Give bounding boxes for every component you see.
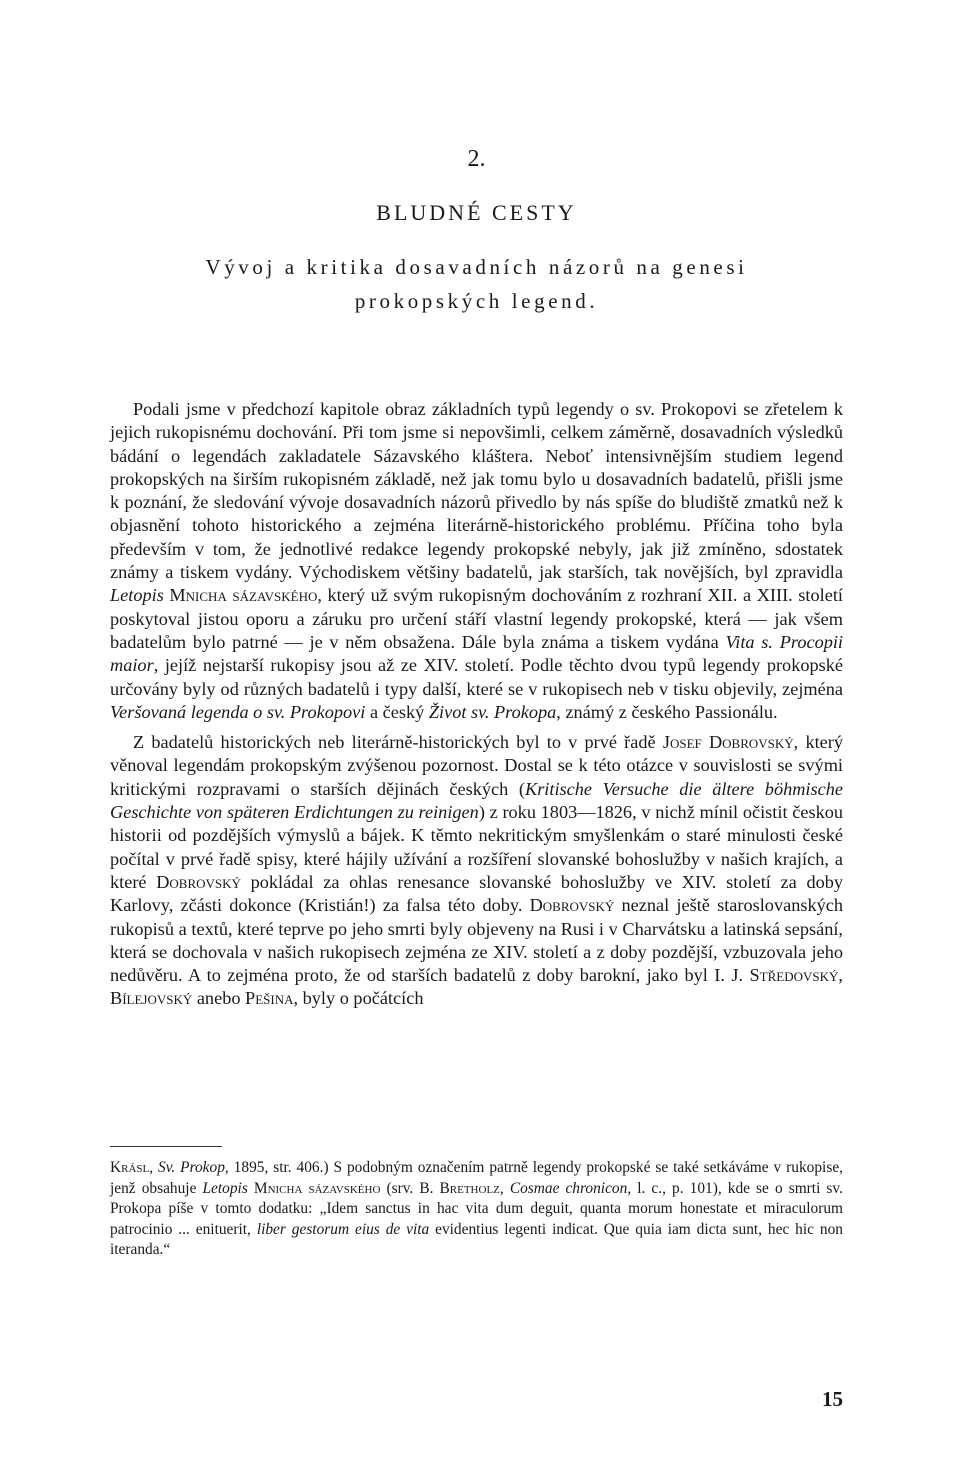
- italic-title: Cosmae chronicon: [509, 1179, 628, 1197]
- author-name: Krásl: [110, 1159, 150, 1176]
- text-run: , 1895, str. 406.) S podobným označením patrně legendy prokopské se také setkáváme v rukopise, jenž obsahuje: [110, 1159, 843, 1197]
- italic-title: Letopis: [110, 585, 164, 606]
- author-name: Josef Dobrovský: [662, 732, 794, 753]
- author-name: Bílejovský: [110, 988, 193, 1009]
- footnote: [110, 1158, 843, 1261]
- text-run: , který už svým rukopisným dochováním z rozhraní XII. a XIII. století poskytoval jistou oporu a záruku pro určení stáří vlastní legendy prokopské, která — jak všem badatelům bylo patrné — je v něm obsažena. Dále byla známa a tiskem vydána: [110, 585, 843, 652]
- main-text: [110, 398, 843, 1011]
- text-run: Podali jsme v předchozí kapitole obraz základních typů legendy o sv. Prokopovi se zřetelem k jejich rukopisnému dochování. Při tom jsme si nepovšimli, celkem záměrně, dosavadních výsledků bádání o legendách zakladatele Sázavského kláštera. Neboť intensivnějším studiem legend prokopských na širším rukopisném základě, než jak tomu bylo u dosavadních badatelů, přišli jsme k poznání, že sledování vývoje dosavadních názorů přivedlo by nás spíše do bludiště zmatků než k objasnění tohoto historického a zejména literárně-historického problému. Příčina toho byla především v tom, že jednotlivé redakce legendy prokopské nebyly, jak již zmíněno, sdostatek známy a tiskem vydány. Východiskem většiny badatelů, jak starších, tak novějších, byl zpravidla: [110, 399, 843, 583]
- chapter-subtitle-line-1: Vývoj a kritika dosavadních názorů na genesi: [205, 255, 748, 279]
- book-page: [110, 0, 843, 1467]
- author-name: Dobrovský: [156, 871, 241, 892]
- text-run: ,: [838, 965, 843, 986]
- author-name: Mnicha sázavského: [169, 585, 318, 606]
- italic-title: Kritische Versuche die ältere böhmische Geschichte von späteren Erdichtungen zu reinigen: [110, 778, 843, 823]
- text-run: evidentius legenti indicat. Que quia iam dicta sunt, hec hic non iteranda.“: [110, 1220, 843, 1258]
- text-run: ,: [149, 1159, 159, 1176]
- paragraph-1: [110, 398, 843, 724]
- italic-title: Letopis: [202, 1179, 248, 1197]
- text-run: ) z roku 1803—1826, v nichž mínil očistit českou historii od pozdějších výmyslů a bájek. K těmto nekritickým smyšlenkám o staré minulosti české počítal v prvé řadě spisy, které hájily užívání a rozšíření slovanské bohoslužby v našich krajích, a které: [110, 802, 844, 892]
- text-run: , známý z českého Passionálu.: [556, 701, 778, 722]
- text-run: neznal ještě staroslovanských rukopisů a textů, které teprve po jeho smrti byly objeveny na Rusi i v Charvátsku a latinská sepsání, která se dochovala v našich rukopisech zejména ze XIV. století a z doby pozdější, vzbuzovala jeho nedůvěru. A to zejména proto, že od starších badatelů z doby barokní, jako byl I. J.: [110, 895, 843, 986]
- text-run: , který věnoval legendám prokopským zvýšenou pozornost. Dostal se k této otázce v souvislosti se svými kritickými rozpravami o starších dějinách českých (: [110, 732, 844, 799]
- text-run: , byly o počátcích: [293, 988, 424, 1009]
- text-run: (srv. B.: [380, 1179, 440, 1197]
- text-run: , jejíž nejstarší rukopisy jsou až ze XIV. století. Podle těchto dvou typů legendy prokopské určovány byly od různých badatelů i typy další, které se v rukopisech neb v tisku objevily, zejména: [110, 655, 843, 699]
- italic-title: Život sv. Prokopa: [428, 701, 557, 722]
- chapter-subtitle-line-2: prokopských legend.: [354, 289, 599, 313]
- chapter-number: 2.: [467, 146, 486, 172]
- text-run: Z badatelů historických neb literárně-historických byl to v prvé řadě: [133, 732, 663, 753]
- author-name: Bretholz: [439, 1179, 500, 1197]
- footnote-divider: [110, 1146, 222, 1147]
- italic-title: Sv. Prokop: [158, 1159, 225, 1176]
- author-name: Pešina: [245, 988, 294, 1009]
- text-run: , l. c., p. 101), kde se o smrti sv. Prokopa píše v tomto dodatku: „Idem sanctus in hac vita dum deguit, quanta morum honestate et miraculorum patrocinio ... enituerit,: [110, 1179, 843, 1238]
- author-name: Dobrovský: [529, 895, 615, 916]
- text-run: anebo: [192, 988, 246, 1009]
- italic-title: liber gestorum eius de vita: [256, 1220, 430, 1238]
- author-name: Středovský: [749, 965, 839, 986]
- text-run: ,: [499, 1179, 510, 1197]
- italic-title: Veršovaná legenda o sv. Prokopovi: [110, 701, 366, 722]
- author-name: Mnicha sázavského: [253, 1179, 381, 1197]
- page-number: 15: [822, 1387, 843, 1411]
- text-run: a český: [365, 701, 429, 722]
- paragraph-2: [110, 731, 843, 1011]
- text-run: pokládal za ohlas renesance slovanské bohoslužby ve XIV. století za doby Karlovy, zčásti dokonce (Kristián!) za falsa této doby.: [110, 871, 844, 916]
- italic-title: Vita s. Procopii maior: [110, 631, 844, 676]
- footnote-text: [110, 1158, 843, 1261]
- chapter-title: BLUDNÉ CESTY: [376, 200, 577, 225]
